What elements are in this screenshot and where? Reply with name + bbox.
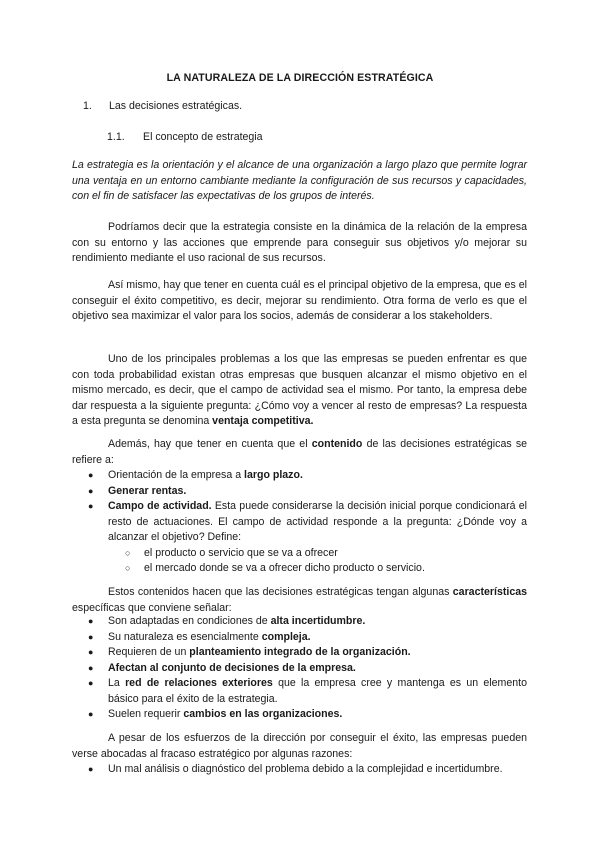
reasons-list	[72, 762, 527, 778]
subsection-heading-1-1	[107, 131, 263, 143]
item-text: que la empresa cree y mantenga es un elemento básico para el éxito de la estrategia.	[108, 677, 527, 705]
list-item	[72, 707, 527, 723]
paragraph-strategy-dynamics: Podríamos decir que la estrategia consiste en la dinámica de la relación de la empresa con su entorno y las acciones que emprende para conseguir sus objetivos y/o mejorar su rendimiento mediante el uso racional de sus recursos.	[72, 221, 527, 264]
section-number: 1.	[83, 100, 92, 112]
list-item	[72, 645, 527, 661]
document-title: LA NATURALEZA DE LA DIRECCIÓN ESTRATÉGICA	[166, 72, 434, 84]
list-item	[72, 630, 527, 646]
bold-term: largo plazo.	[244, 469, 303, 481]
paragraph-competitive-advantage	[72, 352, 527, 430]
list-item	[72, 499, 527, 577]
list-item: ● Un mal análisis o diagnóstico del problema debido a la complejidad e incertidumbre.	[72, 762, 527, 778]
list-item	[72, 484, 527, 500]
paragraph-text: Estos contenidos hacen que las decisiones estratégicas tengan algunas	[108, 586, 453, 598]
paragraph-failure-intro: A pesar de los esfuerzos de la dirección por conseguir el éxito, las empresas pueden verse abocadas al fracaso estratégico por algunas razones:	[72, 732, 527, 760]
item-text: Su naturaleza es esencialmente	[108, 630, 262, 643]
paragraph-content-intro	[72, 437, 527, 468]
list-item	[72, 614, 527, 630]
definition-paragraph: La estrategia es la orientación y el alcance de una organización a largo plazo que permite lograr una ventaja en un entorno cambiante mediante la configuración de sus recursos y capacidades, con el fin de satisfacer las expectativas de los grupos de interés.	[72, 159, 527, 202]
item-text: Suelen requerir	[108, 708, 184, 720]
subsection-label: El concepto de estrategia	[143, 131, 263, 143]
sub-list-item: ○ el mercado donde se va a ofrecer dicho producto o servicio.	[108, 561, 527, 577]
sub-list	[108, 546, 527, 577]
characteristics-list	[72, 614, 527, 723]
paragraph-characteristics-intro	[72, 585, 527, 616]
subsection-number: 1.1.	[107, 131, 125, 143]
section-label: Las decisiones estratégicas.	[109, 100, 243, 112]
item-text: La	[108, 677, 126, 689]
paragraph-text: Uno de los principales problemas a los que las empresas se pueden enfrentar es que con toda probabilidad existan otras empresas que busquen alcanzar el mismo objetivo en el mismo mercado, es decir, que el campo de actividad sea el mismo. Por tanto, la empresa debe dar respuesta a la siguiente pregunta: ¿Cómo voy a vencer al resto de empresas? La respuesta a esta pregunta se denomina	[72, 353, 527, 427]
sub-list-item: ○ el producto o servicio que se va a ofrecer	[108, 546, 527, 562]
bold-term: compleja.	[261, 630, 311, 643]
paragraph-main-objective: Así mismo, hay que tener en cuenta cuál es el principal objetivo de la empresa, que es el conseguir el éxito competitivo, es decir, mejorar su rendimiento. Otra forma de verlo es que el objetivo sea maximizar el valor para los socios, además de considerar a los stakeholders.	[72, 279, 527, 322]
paragraph-text: de las decisiones estratégicas se refiere a:	[72, 438, 528, 466]
paragraph-text: Además, hay que tener en cuenta que el	[108, 438, 312, 450]
item-text: Requieren de un	[108, 646, 190, 658]
bold-term: ventaja competitiva.	[212, 415, 314, 427]
item-text: Son adaptadas en condiciones de	[108, 615, 271, 627]
bold-term: red de relaciones exteriores	[125, 677, 273, 689]
bold-term: planteamiento integrado de la organización.	[189, 646, 411, 658]
item-text: Orientación de la empresa a	[108, 469, 245, 481]
bold-term: Afectan al conjunto de decisiones de la empresa.	[108, 661, 356, 674]
bold-term: cambios en las organizaciones.	[183, 708, 343, 720]
list-item	[72, 661, 527, 677]
list-item	[72, 468, 527, 484]
bold-term: características	[452, 586, 527, 598]
content-list	[72, 468, 527, 577]
bold-term: Generar rentas.	[108, 484, 187, 497]
section-heading-1	[83, 100, 242, 112]
bold-term: alta incertidumbre.	[270, 615, 366, 627]
paragraph-text: específicas que conviene señalar:	[72, 601, 232, 614]
list-item	[72, 676, 527, 707]
bold-term: contenido	[311, 438, 363, 450]
item-text: Esta puede considerarse la decisión inicial porque condicionará el resto de actuaciones. El campo de actividad responde a la pregunta: ¿Dónde voy a alcanzar el objetivo? Define:	[108, 500, 527, 543]
bold-term: Campo de actividad.	[108, 500, 212, 512]
